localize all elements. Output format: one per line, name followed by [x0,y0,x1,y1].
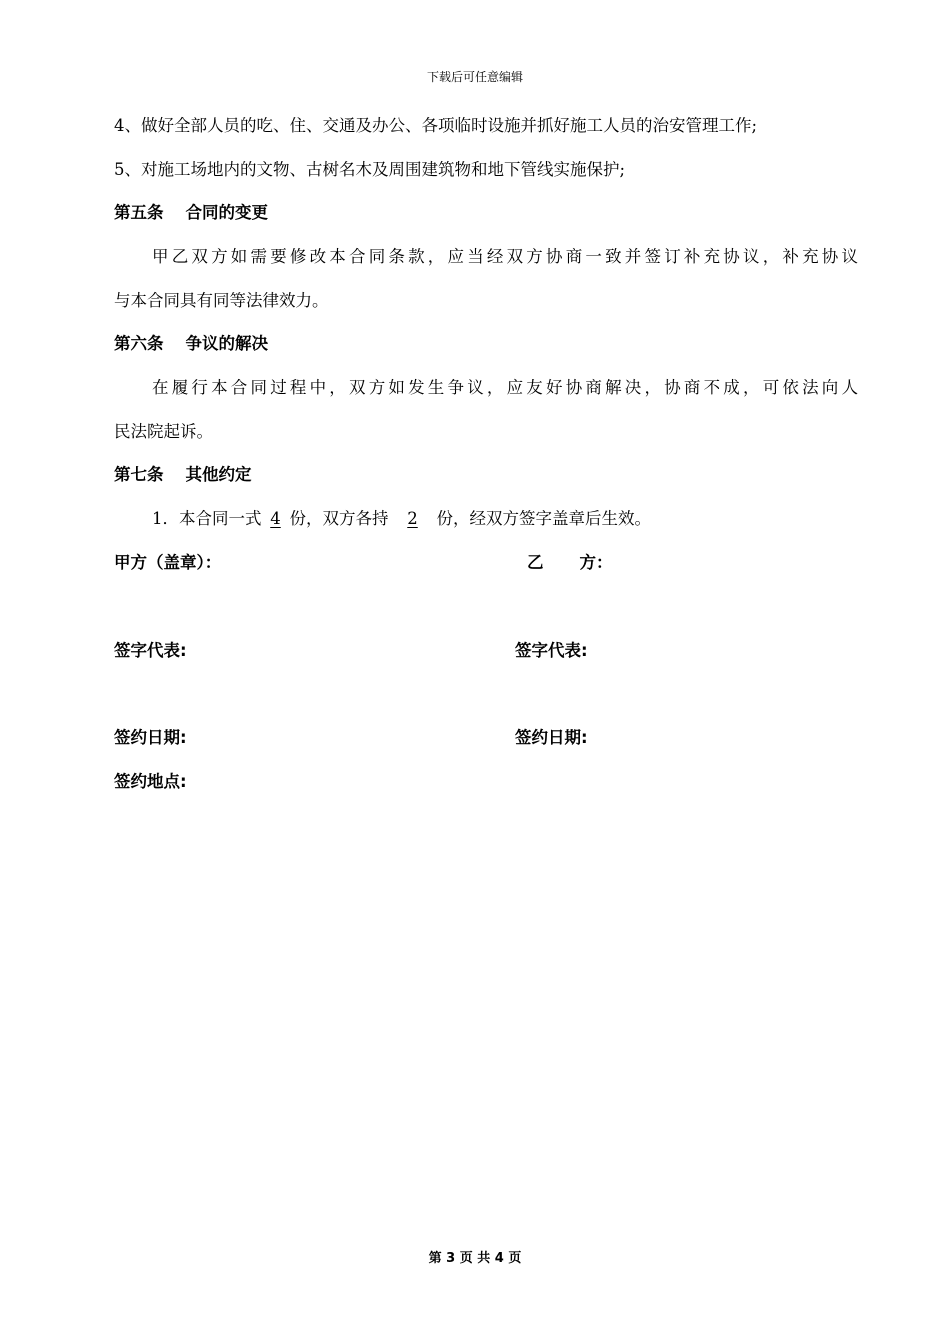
clause-item-4: 4、做好全部人员的吃、住、交通及办公、各项临时设施并抓好施工人员的治安管理工作; [114,116,758,135]
item-1-suffix: 份，经双方签字盖章后生效。 [436,509,651,528]
party-b-label-first: 乙 [527,553,544,572]
signing-place-label: 签约地点: [114,772,187,791]
article-5-number: 第五条 [114,203,164,222]
party-b-representative-label: 签字代表: [515,641,588,660]
article-7-number: 第七条 [114,465,164,484]
party-b-label [527,552,613,574]
header-note: 下载后可任意编辑 [426,70,523,84]
article-7-item-1 [152,508,858,530]
article-6-text-line2: 民法院起诉。 [114,422,213,441]
party-b-label-second: 方： [579,553,613,572]
article-6-text-line1: 在履行本合同过程中，双方如发生争议，应友好协商解决，协商不成，可依法向人 [152,378,858,397]
article-5-text-line2: 与本合同具有同等法律效力。 [114,291,329,310]
party-a-representative-label: 签字代表: [114,641,187,660]
article-7-heading [114,464,858,486]
page-number: 第 3 页 共 4 页 [428,1251,522,1266]
party-b-date-label: 签约日期: [515,728,588,747]
article-5-title: 合同的变更 [185,203,268,222]
copies-each-value: 2 [407,509,418,528]
copies-total-value: 4 [270,509,281,528]
article-6-number: 第六条 [114,334,164,353]
article-7-title: 其他约定 [185,465,252,484]
clause-item-5: 5、对施工场地内的文物、古树名木及周围建筑物和地下管线实施保护; [114,160,626,179]
article-6-title: 争议的解决 [185,334,268,353]
article-6-heading [114,333,858,355]
party-a-date-label: 签约日期: [114,728,187,747]
item-1-middle: 份，双方各持 [289,509,389,528]
party-a-label: 甲方（盖章）： [114,553,222,572]
article-5-heading [114,202,858,224]
item-1-prefix: 1．本合同一式 [152,509,262,528]
article-5-text-line1: 甲乙双方如需要修改本合同条款，应当经双方协商一致并签订补充协议，补充协议 [152,247,858,266]
